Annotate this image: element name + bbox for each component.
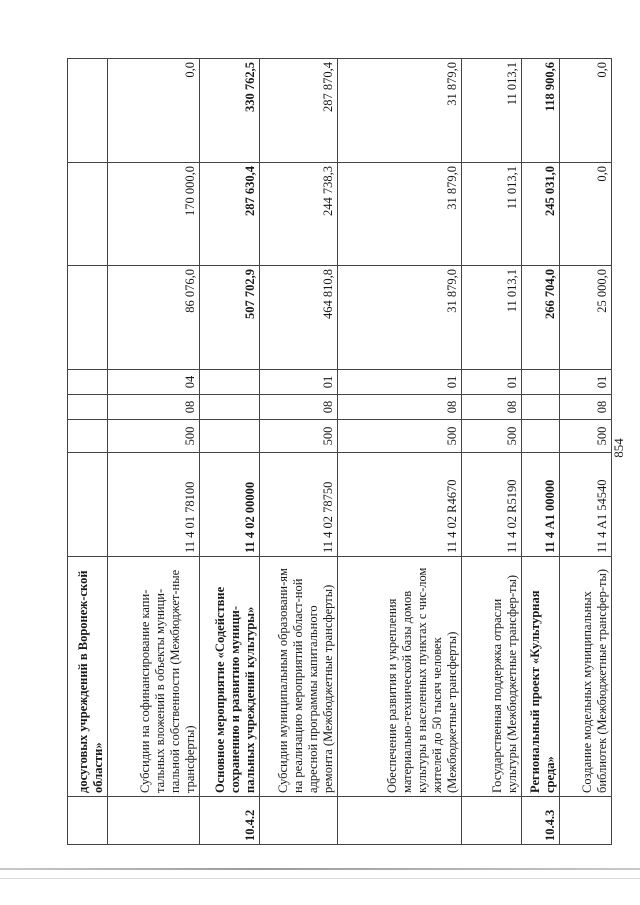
table-row <box>522 59 560 845</box>
row-code: 11 4 01 78100 <box>108 453 200 557</box>
row-col-c <box>68 370 108 395</box>
row-col-b <box>200 395 260 420</box>
row-value-3: 11 013,1 <box>462 59 522 163</box>
row-value-3: 287 870,4 <box>260 59 338 163</box>
row-value-2: 0,0 <box>560 163 612 266</box>
scan-edge-line <box>0 878 640 879</box>
row-col-a: 500 <box>462 420 522 453</box>
row-index: 10.4.3 <box>522 797 560 845</box>
row-name: Субсидии муниципальным образовани-ям на реализацию мероприятий област-ной адресной программы капитального ремонта (Межбюджетные трансферты) <box>260 557 338 797</box>
row-value-3 <box>68 59 108 163</box>
row-code: 11 4 02 00000 <box>200 453 260 557</box>
row-code: 11 4 A1 00000 <box>522 453 560 557</box>
row-col-a <box>200 420 260 453</box>
row-value-1: 25 000,0 <box>560 266 612 370</box>
row-name: Основное мероприятие «Содействие сохранению и развитию муници-пальных учреждений культуры» <box>200 557 260 797</box>
row-col-b <box>522 395 560 420</box>
row-col-c <box>200 370 260 395</box>
row-index <box>68 797 108 845</box>
row-col-c: 01 <box>338 370 462 395</box>
row-index <box>260 797 338 845</box>
row-code <box>68 453 108 557</box>
rotated-table-wrapper <box>67 59 609 845</box>
row-col-a: 500 <box>108 420 200 453</box>
row-value-1: 86 076,0 <box>108 266 200 370</box>
row-value-1: 266 704,0 <box>522 266 560 370</box>
row-col-b: 08 <box>560 395 612 420</box>
row-value-1: 464 810,8 <box>260 266 338 370</box>
row-code: 11 4 A1 54540 <box>560 453 612 557</box>
row-value-2: 245 031,0 <box>522 163 560 266</box>
row-index: 10.4.2 <box>200 797 260 845</box>
row-col-c: 01 <box>560 370 612 395</box>
row-col-b <box>68 395 108 420</box>
table-row <box>462 59 522 845</box>
row-col-b: 08 <box>462 395 522 420</box>
row-value-1: 507 702,9 <box>200 266 260 370</box>
row-col-a <box>68 420 108 453</box>
row-value-2 <box>68 163 108 266</box>
page-number: 854 <box>611 438 626 458</box>
row-value-1 <box>68 266 108 370</box>
row-name: досуговых учреждений в Воронеж-ской области» <box>68 557 108 797</box>
row-value-2: 244 738,3 <box>260 163 338 266</box>
row-name: Государственная поддержка отрасли культуры (Межбюджетные трансфер-ты) <box>462 557 522 797</box>
table-row <box>200 59 260 845</box>
row-name: Обеспечение развития и укрепления материально-технической базы домов культуры в населенных пунктах с чис-лом жителей до 50 тысяч человек (Межбюджетные трансферты) <box>338 557 462 797</box>
budget-table <box>67 58 612 845</box>
table-row <box>260 59 338 845</box>
row-name: Субсидии на софинансирование капи-тальных вложений в объекты муници-пальной собственности (Межбюджет-ные трансферты) <box>108 557 200 797</box>
row-value-3: 0,0 <box>108 59 200 163</box>
row-name: Региональный проект «Культурная среда» <box>522 557 560 797</box>
table-row <box>560 59 612 845</box>
row-index <box>560 797 612 845</box>
row-col-a <box>522 420 560 453</box>
row-code: 11 4 02 R4670 <box>338 453 462 557</box>
row-value-1: 31 879,0 <box>338 266 462 370</box>
row-index <box>108 797 200 845</box>
row-col-b: 08 <box>108 395 200 420</box>
row-name: Создание модельных муниципальных библиотек (Межбюджетные трансфер-ты) <box>560 557 612 797</box>
row-col-a: 500 <box>260 420 338 453</box>
row-value-3: 118 900,6 <box>522 59 560 163</box>
scan-bottom-rule <box>0 868 640 870</box>
row-col-b: 08 <box>260 395 338 420</box>
row-value-2: 11 013,1 <box>462 163 522 266</box>
row-col-a: 500 <box>338 420 462 453</box>
row-col-c: 04 <box>108 370 200 395</box>
row-value-3: 31 879,0 <box>338 59 462 163</box>
row-col-a: 500 <box>560 420 612 453</box>
table-row <box>338 59 462 845</box>
row-col-c <box>522 370 560 395</box>
row-col-c: 01 <box>260 370 338 395</box>
row-index <box>338 797 462 845</box>
row-code: 11 4 02 78750 <box>260 453 338 557</box>
row-code: 11 4 02 R5190 <box>462 453 522 557</box>
row-value-3: 0,0 <box>560 59 612 163</box>
row-value-1: 11 013,1 <box>462 266 522 370</box>
row-col-b: 08 <box>338 395 462 420</box>
row-col-c: 01 <box>462 370 522 395</box>
row-value-2: 31 879,0 <box>338 163 462 266</box>
table-row <box>68 59 108 845</box>
row-value-3: 330 762,5 <box>200 59 260 163</box>
table-row <box>108 59 200 845</box>
row-index <box>462 797 522 845</box>
row-value-2: 170 000,0 <box>108 163 200 266</box>
row-value-2: 287 630,4 <box>200 163 260 266</box>
